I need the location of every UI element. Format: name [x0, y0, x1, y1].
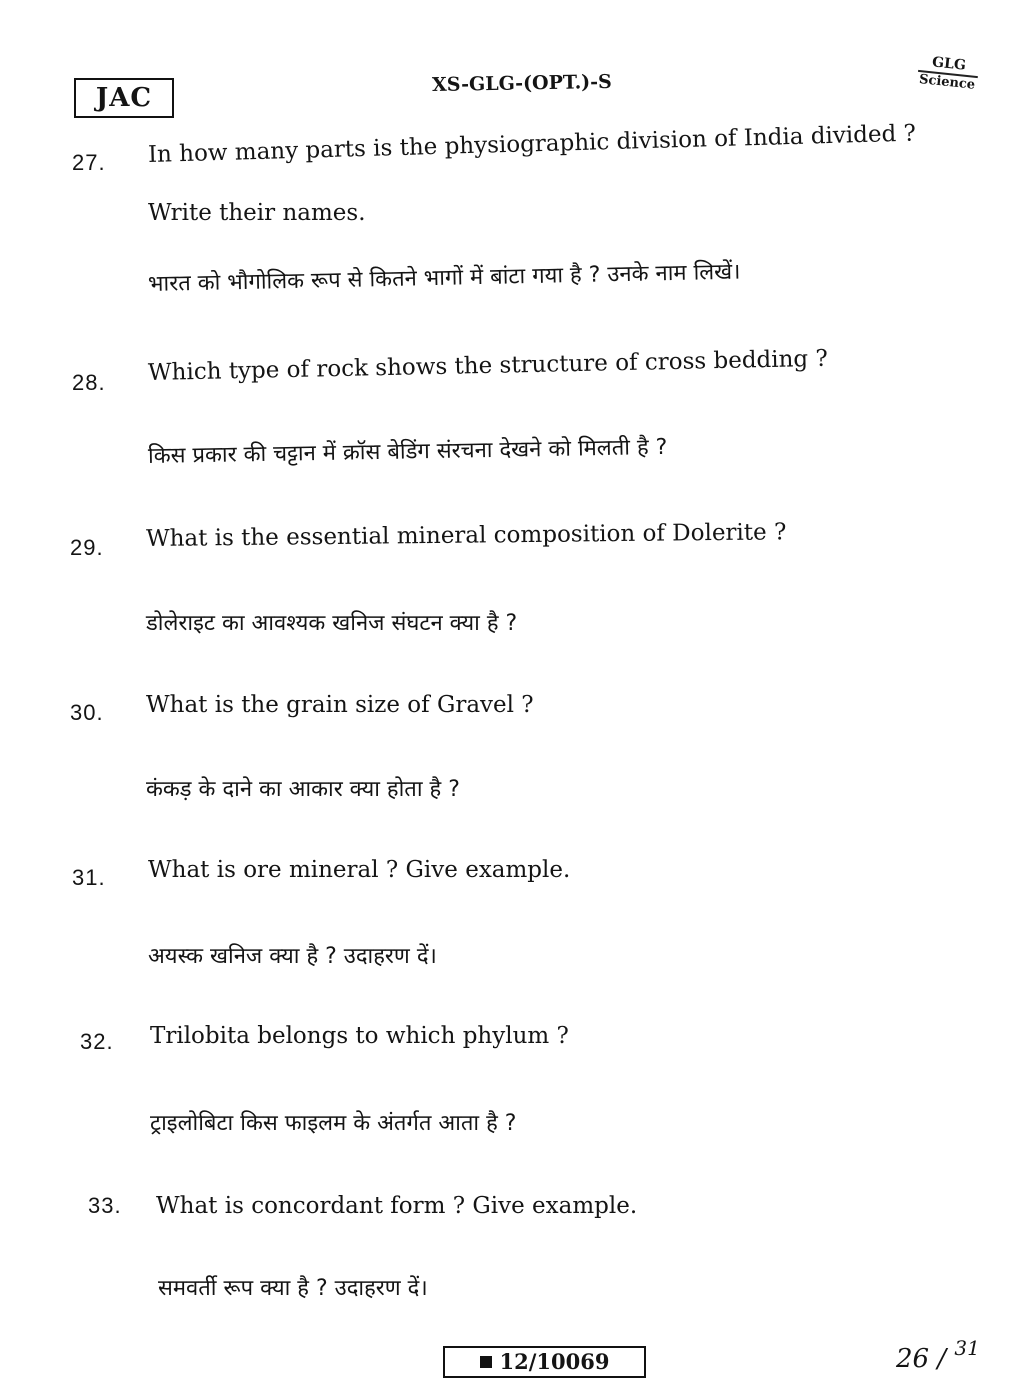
question-text-hi: कंकड़ के दाने का आकार क्या होता है ?: [146, 777, 460, 802]
question-number: 30.: [70, 700, 104, 725]
total-pages: 31: [954, 1336, 980, 1360]
subject-stamp: [910, 52, 985, 94]
question-text-en: What is ore mineral ? Give example.: [148, 857, 571, 883]
square-bullet-icon: [480, 1356, 492, 1368]
question-number: 33.: [88, 1193, 122, 1218]
paper-serial-box: [443, 1346, 646, 1378]
question-text-hi: समवर्ती रूप क्या है ? उदाहरण दें।: [158, 1276, 428, 1301]
question-number: 32.: [80, 1029, 114, 1054]
page-separator: /: [937, 1344, 947, 1374]
subject-name: Science: [918, 72, 976, 93]
question-text-en-cont: Write their names.: [148, 200, 366, 226]
question-text-en: What is the grain size of Gravel ?: [146, 692, 534, 718]
question-text-hi: अयस्क खनिज क्या है ? उदाहरण दें।: [148, 944, 437, 969]
question-number: 28.: [72, 370, 106, 395]
question-number: 27.: [72, 150, 106, 175]
question-text-en: What is the essential mineral composition of Dolerite ?: [145, 519, 787, 552]
question-number: 29.: [70, 535, 104, 560]
question-text-hi: भारत को भौगोलिक रूप से कितने भागों में बांटा गया है ? उनके नाम लिखें।: [147, 259, 741, 297]
current-page: 26: [896, 1344, 930, 1374]
question-text-hi: किस प्रकार की चट्टान में क्रॉस बेडिंग संरचना देखने को मिलती है ?: [147, 434, 668, 469]
board-label: JAC: [74, 78, 174, 118]
question-text-hi: ट्राइलोबिटा किस फाइलम के अंतर्गत आता है ?: [150, 1111, 517, 1136]
subject-code: GLG: [918, 53, 980, 78]
question-text-en: Which type of rock shows the structure of cross bedding ?: [147, 345, 829, 386]
question-number: 31.: [72, 865, 106, 890]
paper-code: XS-GLG-(OPT.)-S: [431, 70, 612, 96]
question-text-en: What is concordant form ? Give example.: [156, 1193, 638, 1219]
question-text-en: Trilobita belongs to which phylum ?: [150, 1023, 569, 1049]
question-text-en: In how many parts is the physiographic division of India divided ?: [147, 120, 917, 168]
paper-serial: 12/10069: [499, 1349, 610, 1374]
page-number: [896, 1336, 980, 1374]
question-text-hi: डोलेराइट का आवश्यक खनिज संघटन क्या है ?: [146, 611, 518, 636]
